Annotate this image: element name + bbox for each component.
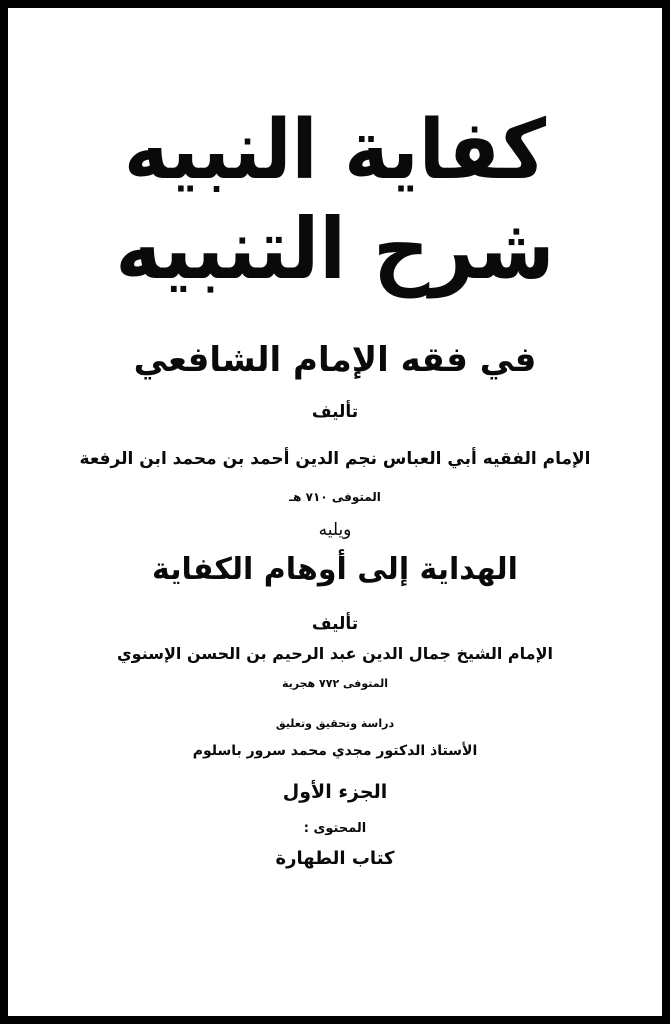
study-and-editing-label: دراسة وتحقيق وتعليق <box>275 717 395 730</box>
volume-label: الجزء الأول <box>282 781 388 803</box>
author-2-name: الإمام الشيخ جمال الدين عبد الرحيم بن الحسن الإسنوي <box>117 644 553 663</box>
contents-label: المحتوى : <box>303 821 367 836</box>
followed-by-label: ويليه <box>318 520 352 540</box>
author-2-death-date: المتوفى ٧٧٢ هجرية <box>281 677 388 690</box>
book-subtitle: في فقه الإمام الشافعي <box>133 340 537 380</box>
book-cover-page <box>8 8 662 1016</box>
editor-name: الأستاذ الدكتور مجدي محمد سرور باسلوم <box>192 743 478 759</box>
contents-value: كتاب الطهارة <box>275 848 395 869</box>
author-1-name: الإمام الفقيه أبي العباس نجم الدين أحمد بن محمد ابن الرفعة <box>79 449 591 469</box>
appended-work-title: الهداية إلى أوهام الكفاية <box>152 552 518 587</box>
book-title-line-2: شرح التنبيه <box>115 201 555 299</box>
authored-by-label-2: تأليف <box>311 614 359 634</box>
book-title-line-1: كفاية النبيه <box>123 101 547 198</box>
authored-by-label-1: تأليف <box>311 402 359 422</box>
author-1-death-date: المتوفى ٧١٠ هـ <box>289 490 381 504</box>
